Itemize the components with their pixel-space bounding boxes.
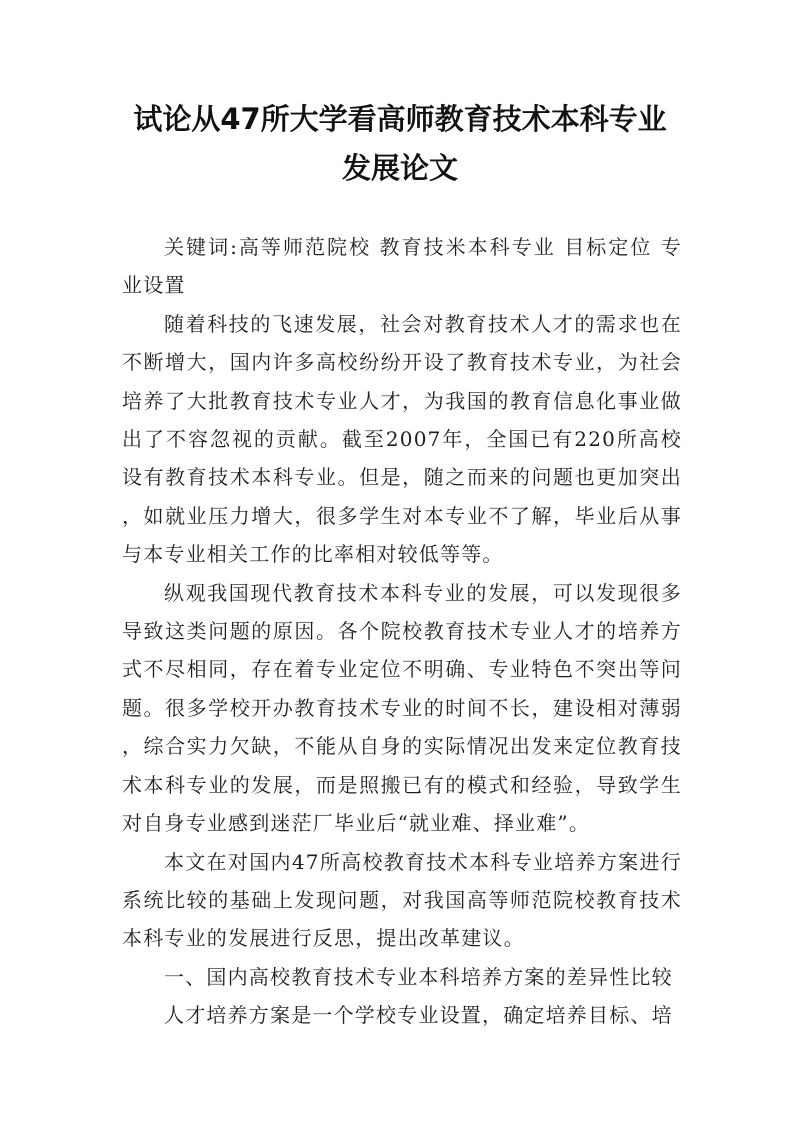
paragraph-4: 人才培养方案是一个学校专业设置，确定培养目标、培: [164, 1003, 673, 1028]
keywords-paragraph: 关键词:高等师范院校 教育技米本科专业 目标定位 专业设置: [122, 235, 682, 298]
paragraph-2: 纵观我国现代教育技术本科专业的发展，可以发现很多导致这类问题的原因。各个院校教育技术专业人才的培养方式不尽相同，存在着专业定位不明确、专业特色不突出等问题。很多学校开办教育技术专业的时间不长，建设相对薄弱，综合实力欠缺，不能从自身的实际情况出发来定位教育技术本科专业的发展，而是照搬已有的模式和经验，导致学生对自身专业感到迷茫厂毕业后“就业难、择业难”。: [122, 580, 682, 836]
document-title: [100, 95, 700, 193]
title-line-2: 发展论文: [341, 151, 458, 185]
title-line-1: 试论从47所大学看高师教育技术本科专业: [133, 102, 667, 136]
paragraph-1: 随着科技的飞速发展，社会对教育技术人才的需求也在不断增大，国内许多高校纷纷开设了教育技术专业，为社会培养了大批教育技术专业人才，为我国的教育信息化事业做出了不容忽视的贡献。截至2007年，全国已有220所高校设有教育技术本科专业。但是，随之而来的问题也更加突出，如就业压力增大，很多学生对本专业不了解，毕业后从事与本专业相关工作的比率相对较低等等。: [122, 311, 682, 567]
paragraph-3: 本文在对国内47所高校教育技术本科专业培养方案进行系统比较的基础上发现问题，对我国高等师范院校教育技术本科专业的发展进行反思，提出改革建议。: [122, 849, 682, 951]
document-body: [122, 228, 682, 1035]
section-heading: 一、国内高校教育技术专业本科培养方案的差异性比较: [164, 964, 673, 989]
